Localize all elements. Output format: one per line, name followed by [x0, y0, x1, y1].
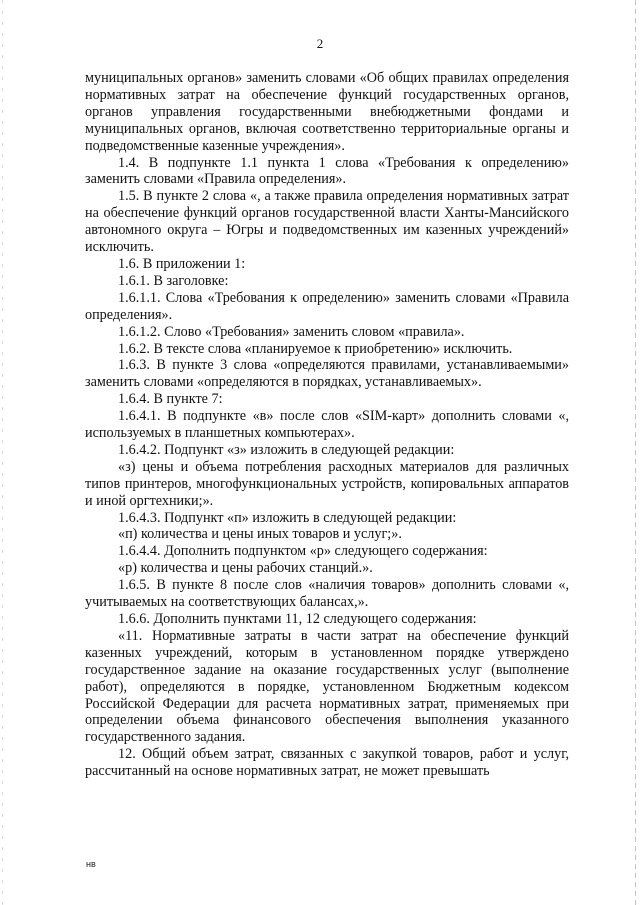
paragraph: «р) количества и цены рабочих станций.».: [118, 560, 373, 577]
paragraph: 1.6.1. В заголовке:: [118, 272, 229, 289]
paragraph: 1.5. В пункте 2 слова «, а также правила определения нормативных затрат на обеспечение функций органов государственной власти Ханты-Мансийского автономного округа – Югры и подведомственных им казенных учреждений» исключить.: [85, 188, 569, 256]
paragraph: «п) количества и цены иных товаров и услуг;».: [118, 526, 402, 543]
page-number: 2: [316, 36, 324, 51]
paragraph: «з) цены и объема потребления расходных материалов для различных типов принтеров, многофункциональных устройств, копировальных аппаратов и иной оргтехники;».: [85, 458, 569, 509]
paragraph: муниципальных органов» заменить словами «Об общих правилах определения нормативных затрат на обеспечение функций государственных органов, органов управления государственными внебюджетными фондами и муниципальных органов, включая соответственно территориальные органы и подведомственные казенные учреждения».: [85, 70, 569, 154]
paragraph: 1.6.6. Дополнить пунктами 11, 12 следующего содержания:: [118, 611, 477, 627]
paragraph: 1.6.4.4. Дополнить подпунктом «р» следующего содержания:: [118, 543, 488, 560]
paragraph: 1.6.1.1. Слова «Требования к определению» заменить словами «Правила определения».: [85, 289, 569, 323]
paragraph: 1.6.3. В пункте 3 слова «определяются правилами, устанавливаемыми» заменить словами «определяются в порядках, устанавливаемых».: [85, 357, 569, 391]
paragraph: 1.6.1.2. Слово «Требования» заменить словом «правила».: [118, 323, 465, 340]
paragraph: 1.4. В подпункте 1.1 пункта 1 слова «Требования к определению» заменить словами «Правила определения».: [85, 154, 569, 188]
paragraph: 1.6.4.2. Подпункт «з» изложить в следующей редакции:: [118, 441, 455, 458]
document-body: [85, 70, 569, 780]
paragraph: 1.6.2. В тексте слова «планируемое к приобретению» исключить.: [118, 340, 513, 357]
paragraph: «11. Нормативные затраты в части затрат на обеспечение функций казенных учреждений, которым в установленном порядке утверждено государственное задание на оказание государственных услуг (выполнение работ), определяются в порядке, установленном Бюджетным кодексом Российской Федерации для расчета нормативных затрат, применяемых при определении объема финансового обеспечения выполнения указанного государственного задания.: [85, 627, 569, 746]
scan-edge-right: [635, 0, 636, 905]
paragraph: 1.6.4.1. В подпункте «в» после слов «SIM-карт» дополнить словами «, используемых в планшетных компьютерах».: [85, 408, 569, 442]
paragraph: 12. Общий объем затрат, связанных с закупкой товаров, работ и услуг, рассчитанный на основе нормативных затрат, не может превышать: [85, 746, 569, 780]
footer-mark: нв: [86, 859, 96, 869]
paragraph: 1.6.5. В пункте 8 после слов «наличия товаров» дополнить словами «, учитываемых на соответствующих балансах,».: [85, 577, 569, 611]
paragraph: 1.6.4. В пункте 7:: [118, 391, 223, 408]
paragraph: 1.6.4.3. Подпункт «п» изложить в следующей редакции:: [118, 509, 457, 526]
scan-edge-left: [2, 0, 3, 905]
paragraph: 1.6. В приложении 1:: [118, 255, 246, 272]
